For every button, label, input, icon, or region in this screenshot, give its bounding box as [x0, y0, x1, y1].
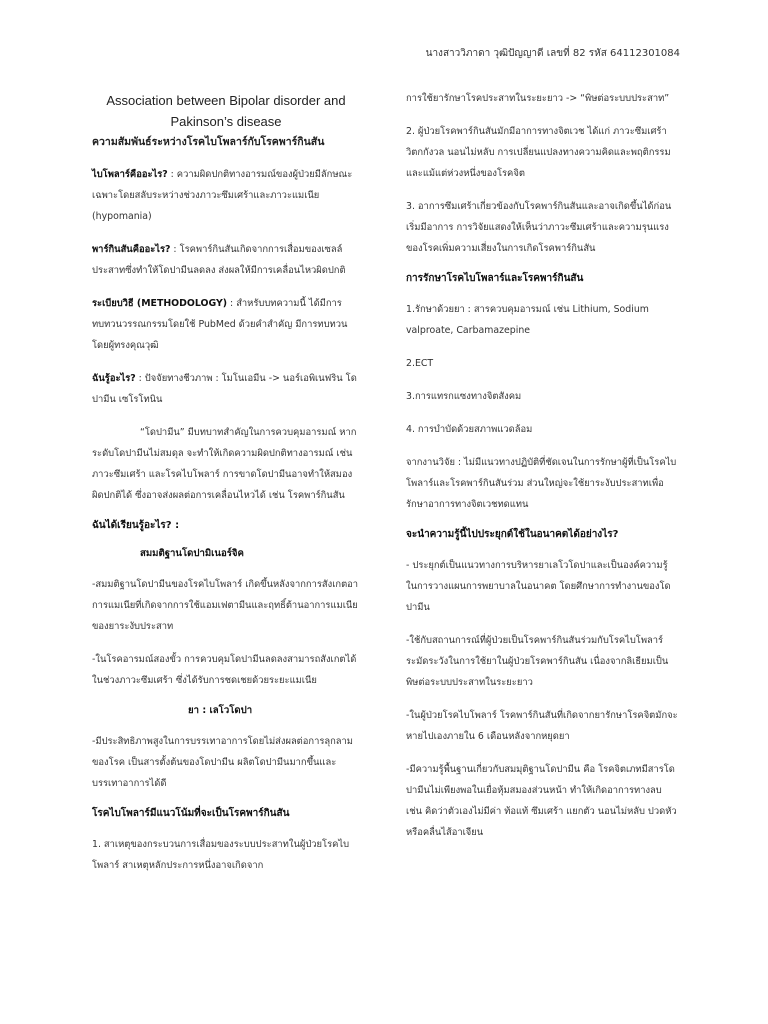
parkinson-text: : โรคพาร์กินสันเกิดจากการเสื่อมของเซลล์ประสาทซึ่งทำให้โดปามีนลดลง ส่งผลให้มีการเคลื่อนไหวผิดปกติ	[92, 244, 346, 276]
section-dopamine	[92, 422, 360, 506]
reason-2: 2. ผู้ป่วยโรคพาร์กินสันมักมีอาการทางจิตเวช ได้แก่ ภาวะซึมเศร้า วิตกกังวล นอนไม่หลับ การเปลี่ยนแปลงทางความคิดและพฤติกรรม และแม้แต่ห่วงหนึ่งของโรคจิต	[406, 126, 671, 179]
author-header: นางสาววิภาดา วุฒิปัญญาดี เลขที่ 82 รหัส 64112301084	[425, 48, 680, 59]
treatment-4: 4. การบำบัดด้วยสภาพแวดล้อม	[406, 424, 533, 435]
title-english-line-1: Association between Bipolar disorder and	[106, 93, 346, 108]
bipolar-label: ไบโพลาร์คืออะไร?	[92, 169, 168, 180]
reason-1: 1. สาเหตุของกระบวนการเสื่อมของระบบประสาทในผู้ป่วยโรคไบโพลาร์ สาเหตุหลักประการหนึ่งอาจเกิดจาก	[92, 839, 350, 871]
section-bipolar	[92, 164, 360, 227]
apply-point-4: -มีความรู้พื้นฐานเกี่ยวกับสมมุติฐานโดปามีน คือ โรคจิตเภทมีสารโดปามีนไม่เพียงพอในเยื่อหุ้มสมองส่วนหน้า ทำให้เกิดอาการทางลบ เช่น คิดว่าตัวเองไม่มีค่า ท้อแท้ ซึมเศร้า แยกตัว นอนไม่หลับ ปวดหัว หรือคลื่นไส้อาเจียน	[406, 764, 677, 838]
reason-3: 3. อาการซึมเศร้าเกี่ยวข้องกับโรคพาร์กินสันและอาจเกิดขึ้นได้ก่อนเริ่มมีอาการ การวิจัยแสดงให้เห็นว่าภาวะซึมเศร้าและความรุนแรงของโรคเพิ่มความเสี่ยงในการเกิดโรคพาร์กินสัน	[406, 201, 672, 254]
title-thai: ความสัมพันธ์ระหว่างโรคไบโพลาร์กับโรคพาร์กินสัน	[92, 136, 325, 148]
dopamine-paragraph: “โดปามีน” มีบทบาทสำคัญในการควบคุมอารมณ์ หากระดับโดปามีนไม่สมดุล จะทำให้เกิดความผิดปกติทางอารมณ์ เช่น ภาวะซึมเศร้า และโรคไบโพลาร์ การขาดโดปามีนอาจทำให้สมองผิดปกติได้ ซึ่งอาจส่งผลต่อการเคลื่อนไหวได้ เช่น โรคพาร์กินสัน	[92, 427, 357, 501]
tendency-heading: โรคไบโพลาร์มีแนวโน้มที่จะเป็นโรคพาร์กินสัน	[92, 808, 290, 819]
title-english	[92, 90, 360, 132]
methodology-text: : สำหรับบทความนี้ ได้มีการทบทวนวรรณกรรมโดยใช้ PubMed ด้วยคำสำคัญ มีการทบทวนโดยผู้ทรงคุณวุฒิ	[92, 298, 348, 351]
treatment-2: 2.ECT	[406, 358, 434, 369]
treatment-heading: การรักษาโรคไบโพลาร์และโรคพาร์กินสัน	[406, 273, 584, 284]
section-methodology	[92, 293, 360, 356]
left-column	[92, 90, 360, 888]
section-parkinson	[92, 239, 360, 281]
know-text: : ปัจจัยทางชีวภาพ : โมโนเอมีน -> นอร์เอพิเนฟริน โดปามีน เซโรโทนิน	[92, 373, 357, 405]
right-column	[406, 88, 678, 855]
research-finding: จากงานวิจัย : ไม่มีแนวทางปฏิบัติที่ชัดเจนในการรักษาผู้ที่เป็นโรคไบโพลาร์และโรคพาร์กินสันร่วม ส่วนใหญ่จะใช้ยาระงับประสาทเพื่อรักษาอาการทางจิตเวชทดแทน	[406, 457, 677, 510]
hypothesis-point-2: -ในโรคอารมณ์สองขั้ว การควบคุมโดปามีนลดลงสามารถสังเกตได้ในช่วงภาวะซึมเศร้า ซึ่งได้รับการชดเชยด้วยระยะแมเนีย	[92, 654, 357, 686]
drug-point: -มีประสิทธิภาพสูงในการบรรเทาอาการโดยไม่ส่งผลต่อการลุกลามของโรค เป็นสารตั้งต้นของโดปามีน ผลิตโดปามีนมากขึ้นและบรรเทาอาการได้ดี	[92, 736, 353, 789]
parkinson-label: พาร์กินสันคืออะไร?	[92, 244, 171, 255]
reason-1-continued: การใช้ยารักษาโรคประสาทในระยะยาว -> “พิษต่อระบบประสาท”	[406, 93, 670, 104]
apply-point-2: -ใช้กับสถานการณ์ที่ผู้ป่วยเป็นโรคพาร์กินสันร่วมกับโรคไบโพลาร์ ระมัดระวังในการใช้ยาในผู้ป่วยโรคพาร์กินสัน เนื่องจากลิเธียมเป็นพิษต่อระบบประสาทในระยะยาว	[406, 635, 669, 688]
section-what-i-know	[92, 368, 360, 410]
drug-heading: ยา : เลโวโดปา	[188, 705, 253, 716]
treatment-3: 3.การแทรกแซงทางจิตสังคม	[406, 391, 522, 402]
hypothesis-heading: สมมติฐานโดปามิเนอร์จิค	[140, 548, 244, 559]
apply-point-3: -ในผู้ป่วยโรคไบโพลาร์ โรคพาร์กินสันที่เกิดจากยารักษาโรคจิตมักจะหายไปเองภายใน 6 เดือนหลังจากหยุดยา	[406, 710, 678, 742]
know-label: ฉันรู้อะไร?	[92, 373, 136, 384]
methodology-label: ระเบียบวิธี (METHODOLOGY)	[92, 298, 228, 309]
hypothesis-point-1: -สมมติฐานโดปามีนของโรคไบโพลาร์ เกิดขึ้นหลังจากการสังเกตอาการแมเนียที่เกิดจากการใช้แอมเฟตามีนและฤทธิ์ต้านอาการแมเนียของยาระงับประสาท	[92, 579, 359, 632]
title-english-line-2: Pakinson’s disease	[170, 114, 282, 129]
apply-point-1: - ประยุกต์เป็นแนวทางการบริหารยาเลโวโดปาและเป็นองค์ความรู้ในการวางแผนการพยาบาลในอนาคต โดยศึกษาการทำงานของโดปามีน	[406, 560, 671, 613]
learn-heading: ฉันได้เรียนรู้อะไร? :	[92, 520, 180, 531]
bipolar-text: : ความผิดปกติทางอารมณ์ของผู้ป่วยมีลักษณะเฉพาะโดยสลับระหว่างช่วงภาวะซึมเศร้าและภาวะแมเนีย (hypomania)	[92, 169, 353, 222]
apply-heading: จะนำความรู้นี้ไปประยุกต์ใช้ในอนาคตได้อย่างไร?	[406, 529, 619, 540]
treatment-1: 1.รักษาด้วยยา : สารควบคุมอารมณ์ เช่น Lithium, Sodium valproate, Carbamazepine	[406, 304, 649, 336]
